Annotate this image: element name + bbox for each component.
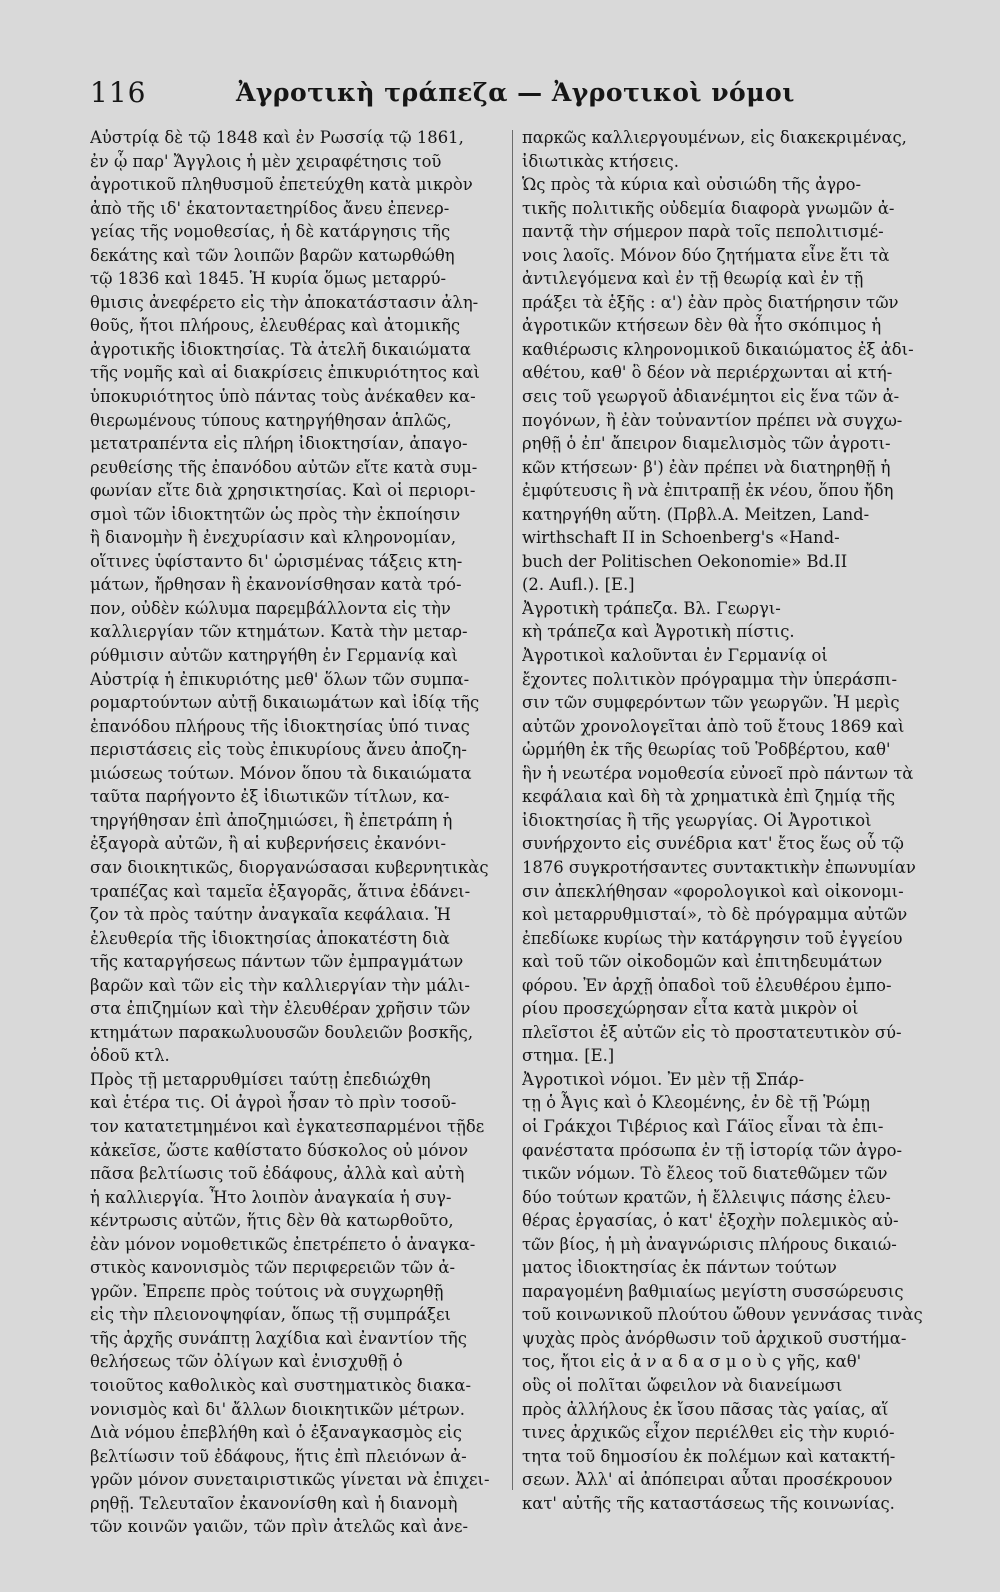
text-line: βελτίωσιν τοῦ ἐδάφους, ἥτις ἐπὶ πλειόνων ἀ-: [90, 1446, 467, 1466]
text-line: σμοὶ τῶν ἰδιοκτητῶν ὡς πρὸς τὴν ἐκποίησιν: [90, 504, 461, 524]
text-line: Αὐστρίᾳ ἡ ἐπικυριότης μεθ' ὅλων τῶν συμπα-: [90, 669, 470, 689]
text-line: (2. Aufl.). [Ε.]: [522, 575, 635, 595]
text-line: οἵτινες ὑφίσταντο δι' ὡρισμένας τάξεις κτη-: [90, 551, 463, 571]
text-line: Πρὸς τῇ μεταρρυθμίσει ταύτῃ ἐπεδιώχθη: [90, 1069, 431, 1089]
text-line: θιερωμένους τύπους κατηργήθησαν ἁπλῶς,: [90, 410, 452, 430]
text-line: ἐπεδίωκε κυρίως τὴν κατάργησιν τοῦ ἐγγείου: [522, 928, 903, 948]
text-line: στικὸς κανονισμὸς τῶν περιφερειῶν τῶν ἀ-: [90, 1258, 456, 1278]
text-line: νονισμὸς καὶ δι' ἄλλων διοικητικῶν μέτρων.: [90, 1399, 465, 1419]
text-line: τῶν κοινῶν γαιῶν, τῶν πρὶν ἀτελῶς καὶ ἀνε-: [90, 1517, 469, 1537]
text-line: Ὡς πρὸς τὰ κύρια καὶ οὐσιώδη τῆς ἀγρο-: [522, 175, 862, 195]
text-line: βαρῶν καὶ τῶν εἰς τὴν καλλιεργίαν τὴν μάλι-: [90, 975, 470, 995]
text-line: φωνίαν εἴτε διὰ χρησικτησίας. Καὶ οἱ περιορι-: [90, 481, 476, 501]
text-line: ἐλευθερία τῆς ἰδιοκτησίας ἀποκατέστη διὰ: [90, 928, 450, 948]
text-line: ἐπανόδου πλήρους τῆς ἰδιοκτησίας ὑπό τινας: [90, 716, 470, 736]
text-line: ὑποκυριότητος ὑπὸ πάντας τοὺς ἀνέκαθεν κα-: [90, 387, 476, 407]
text-line: πᾶσα βελτίωσις τοῦ ἐδάφους, ἀλλὰ καὶ αὐτὴ: [90, 1164, 465, 1184]
text-line: ἐμφύτευσις ἢ νὰ ἐπιτραπῇ ἐκ νέου, ὅπου ἤδη: [522, 481, 894, 501]
text-line: τινες ἀρχικῶς εἶχον περιέλθει εἰς τὴν κυριό-: [522, 1423, 895, 1443]
text-line: τοῦ κοινωνικοῦ πλούτου ὤθουν γεννάσας τινὰς: [522, 1305, 923, 1325]
text-line: δύο τούτων κρατῶν, ἡ ἔλλειψις πάσης ἐλευ-: [522, 1187, 891, 1207]
text-line: κὴ τράπεζα καὶ Ἀγροτικὴ πίστις.: [522, 622, 795, 642]
page-header: [86, 76, 946, 116]
text-line: κατηργήθη αὕτη. (Πρβλ.Α. Meitzen, Land-: [522, 504, 870, 524]
text-line: μάτων, ἤρθησαν ἢ ἐκανονίσθησαν κατὰ τρό-: [90, 575, 462, 595]
page-number: 116: [90, 76, 147, 109]
text-line: σεων. Ἀλλ' αἱ ἀπόπειραι αὗται προσέκρουον: [522, 1470, 893, 1490]
text-line: ρευθείσης τῆς ἐπανόδου αὐτῶν εἴτε κατὰ συμ-: [90, 457, 478, 477]
text-line: παντᾷ τὴν σήμερον παρὰ τοῖς πεπολιτισμέ-: [522, 222, 884, 242]
text-line: πράξει τὰ ἑξῆς : α') ἐὰν πρὸς διατήρησιν τῶν: [522, 292, 899, 312]
text-line: ἀντιλεγόμενα καὶ ἐν τῇ θεωρίᾳ καὶ ἐν τῇ: [522, 269, 864, 289]
text-line: συνήρχοντο εἰς συνέδρια κατ' ἔτος ἕως οὗ τῷ: [522, 834, 904, 854]
text-line: νοις λαοῖς. Μόνον δύο ζητήματα εἶνε ἔτι τὰ: [522, 245, 890, 265]
text-line: αθέτου, καθ' ὃ δέον νὰ περιέρχωνται αἱ κτή-: [522, 363, 893, 383]
right-text-column: [522, 126, 940, 1515]
text-line: τῆς νομῆς καὶ αἱ διακρίσεις ἐπικυριότητος καὶ: [90, 363, 480, 383]
text-line: τοιοῦτος καθολικὸς καὶ συστηματικὸς διακα-: [90, 1375, 471, 1395]
text-line: πογόνων, ἢ ἐὰν τοὐναντίον πρέπει νὰ συγχω-: [522, 410, 903, 430]
text-line: κοὶ μεταρρυθμισταί», τὸ δὲ πρόγραμμα αὐτῶν: [522, 905, 908, 925]
text-line: ἣν ἡ νεωτέρα νομοθεσία εὐνοεῖ πρὸ πάντων τὰ: [522, 763, 914, 783]
text-line: οὓς οἱ πολῖται ὤφειλον νὰ διανείμωσι: [522, 1375, 843, 1395]
text-line: ἐὰν μόνον νομοθετικῶς ἐπετρέπετο ὁ ἀναγκα-: [90, 1234, 476, 1254]
text-line: καθιέρωσις κληρονομικοῦ δικαιώματος ἐξ ἀδι-: [522, 339, 914, 359]
text-line: θελήσεως τῶν ὀλίγων καὶ ἐνισχυθῇ ὁ: [90, 1352, 403, 1372]
text-line: καλλιεργίαν τῶν κτημάτων. Κατὰ τὴν μεταρ-: [90, 622, 468, 642]
text-line: wirthschaft II in Schoenberg's «Hand-: [522, 528, 840, 548]
text-line: ἡ καλλιεργία. Ἦτο λοιπὸν ἀναγκαία ἡ συγ-: [90, 1187, 452, 1207]
text-line: ἀγροτικῆς ἰδιοκτησίας. Τὰ ἀτελῆ δικαιώματα: [90, 339, 471, 359]
text-line: πον, οὐδὲν κώλυμα παρεμβάλλοντα εἰς τὴν: [90, 598, 451, 618]
text-line: σιν ἀπεκλήθησαν «φορολογικοὶ καὶ οἰκονομι-: [522, 881, 904, 901]
text-line: ἔχοντες πολιτικὸν πρόγραμμα τὴν ὑπεράσπι-: [522, 669, 898, 689]
text-line: ρηθῇ ὁ ἐπ' ἄπειρον διαμελισμὸς τῶν ἀγροτι-: [522, 434, 891, 454]
text-line: ἐξαγορὰ αὐτῶν, ἢ αἱ κυβερνήσεις ἐκανόνι-: [90, 834, 447, 854]
text-line: στημα. [Ε.]: [522, 1046, 615, 1066]
text-line: τικῆς πολιτικῆς οὐδεμία διαφορὰ γνωμῶν ἀ-: [522, 198, 895, 218]
text-line: ἰδιωτικὰς κτήσεις.: [522, 151, 679, 171]
column-divider: [512, 130, 513, 1490]
text-line: ἰδιοκτησίας ἢ τῆς γεωργίας. Οἱ Ἀγροτικοὶ: [522, 810, 872, 830]
text-line: ρύθμισιν αὐτῶν κατηργήθη ἐν Γερμανίᾳ καὶ: [90, 646, 458, 666]
left-text-column: [90, 126, 505, 1539]
text-line: ὡρμήθη ἐκ τῆς θεωρίας τοῦ Ῥοδβέρτου, καθ': [522, 740, 891, 760]
text-line: τητα τοῦ δημοσίου ἐκ πολέμων καὶ κατακτή-: [522, 1446, 896, 1466]
text-line: buch der Politischen Oekonomie» Bd.II: [522, 551, 848, 571]
text-line: γείας τῆς νομοθεσίας, ἡ δὲ κατάργησις τῆς: [90, 222, 451, 242]
text-line: σεις τοῦ γεωργοῦ ἀδιανέμητοι εἰς ἕνα τῶν ἀ-: [522, 387, 900, 407]
text-line: ζον τὰ πρὸς ταύτην ἀναγκαῖα κεφάλαια. Ἡ: [90, 905, 451, 925]
text-line: πλεῖστοι ἐξ αὐτῶν εἰς τὸ προστατευτικὸν σύ-: [522, 1022, 902, 1042]
text-line: τηργήθησαν ἐπὶ ἀποζημιώσει, ἢ ἐπετράπη ἡ: [90, 810, 453, 830]
text-line: ρίου προσεχώρησαν εἶτα κατὰ μικρὸν οἱ: [522, 999, 859, 1019]
text-line: 1876 συγκροτήσαντες συντακτικὴν ἐπωνυμίαν: [522, 857, 916, 877]
text-line: τῃ ὁ Ἆγις καὶ ὁ Κλεομένης, ἐν δὲ τῇ Ῥώμῃ: [522, 1093, 870, 1113]
text-line: ἀγροτικῶν κτήσεων δὲν θὰ ἦτο σκόπιμος ἡ: [522, 316, 882, 336]
text-line: εἰς τὴν πλειονοψηφίαν, ὅπως τῇ συμπράξει: [90, 1305, 451, 1325]
text-line: ἀπὸ τῆς ιδ' ἑκατονταετηρίδος ἄνευ ἐπενερ-: [90, 198, 450, 218]
text-line: κατ' αὐτῆς τῆς καταστάσεως τῆς κοινωνίας.: [522, 1493, 895, 1513]
text-line: τον κατατετμημένοι καὶ ἐγκατεσπαρμένοι τῇδε: [90, 1116, 485, 1136]
text-line: Διὰ νόμου ἐπεβλήθη καὶ ὁ ἐξαναγκασμὸς εἰς: [90, 1423, 462, 1443]
text-line: ἐν ᾧ παρ' Ἄγγλοις ἡ μὲν χειραφέτησις τοῦ: [90, 151, 442, 171]
text-line: αὐτῶν χρονολογεῖται ἀπὸ τοῦ ἔτους 1869 καὶ: [522, 716, 905, 736]
text-line: ἀγροτικοῦ πληθυσμοῦ ἐπετεύχθη κατὰ μικρὸν: [90, 175, 473, 195]
text-line: δεκάτης καὶ τῶν λοιπῶν βαρῶν κατωρθώθη: [90, 245, 455, 265]
text-line: σαν διοικητικῶς, διοργανώσασαι κυβερνητικὰς: [90, 857, 489, 877]
text-line: σιν τῶν συμφερόντων τῶν γεωργῶν. Ἡ μερὶς: [522, 693, 900, 713]
text-line: τῆς ἀρχῆς συνάπτῃ λαχίδια καὶ ἐναντίον τῆς: [90, 1328, 467, 1348]
text-line: ψυχὰς πρὸς ἀνόρθωσιν τοῦ ἀρχικοῦ συστήμα-: [522, 1328, 907, 1348]
text-line: ταῦτα παρήγοντο ἐξ ἰδιωτικῶν τίτλων, κα-: [90, 787, 450, 807]
text-line: Αὐστρίᾳ δὲ τῷ 1848 καὶ ἐν Ρωσσίᾳ τῷ 1861,: [90, 128, 464, 147]
text-line: κἀκεῖσε, ὥστε καθίστατο δύσκολος οὐ μόνον: [90, 1140, 469, 1160]
text-line: οἱ Γράκχοι Τιβέριος καὶ Γάϊος εἶναι τὰ ἐπι-: [522, 1116, 884, 1136]
text-line: Ἀγροτικὴ τράπεζα. Βλ. Γεωργι-: [522, 598, 781, 618]
text-line: θέρας ἐργασίας, ὁ κατ' ἐξοχὴν πολεμικὸς αὐ-: [522, 1211, 899, 1231]
running-title: Ἀγροτικὴ τράπεζα — Ἀγροτικοὶ νόμοι: [236, 78, 795, 107]
text-line: περιστάσεις εἰς τοὺς ἐπικυρίους ἄνευ ἀποζη-: [90, 740, 467, 760]
text-line: καὶ τοῦ τῶν οἰκοδομῶν καὶ ἐπιτηδευμάτων: [522, 952, 883, 972]
text-line: τος, ἤτοι εἰς ἀ ν α δ α σ μ ο ὺ ς γῆς, καθ': [522, 1352, 862, 1372]
text-line: μιώσεως τούτων. Μόνον ὅπου τὰ δικαιώματα: [90, 763, 472, 783]
text-line: πρὸς ἀλλήλους ἐκ ἴσου πᾶσας τὰς γαίας, αἵ: [522, 1399, 889, 1419]
text-line: Ἀγροτικοὶ νόμοι. Ἐν μὲν τῇ Σπάρ-: [522, 1069, 805, 1089]
text-line: τραπέζας καὶ ταμεῖα ἐξαγορᾶς, ἅτινα ἐδάνει-: [90, 881, 471, 901]
text-line: φανέστατα πρόσωπα ἐν τῇ ἱστορίᾳ τῶν ἀγρο-: [522, 1140, 903, 1160]
text-line: ἢ διανομὴν ἢ ἐνεχυρίασιν καὶ κληρονομίαν,: [90, 528, 457, 548]
text-line: μετατραπέντα εἰς πλήρη ἰδιοκτησίαν, ἀπαγο-: [90, 434, 468, 454]
text-line: ρομαρτούντων αὐτῇ δικαιωμάτων καὶ ἰδίᾳ τῆς: [90, 693, 480, 713]
text-line: παραγομένη βαθμιαίως μεγίστη συσσώρευσις: [522, 1281, 904, 1301]
text-line: ρηθῇ. Τελευταῖον ἐκανονίσθη καὶ ἡ διανομὴ: [90, 1493, 458, 1513]
text-line: φόρου. Ἐν ἀρχῇ ὀπαδοὶ τοῦ ἐλευθέρου ἐμπο-: [522, 975, 892, 995]
text-line: ὁδοῦ κτλ.: [90, 1046, 170, 1066]
text-line: θμισις ἀνεφέρετο εἰς τὴν ἀποκατάστασιν ἀλη-: [90, 292, 479, 312]
text-line: γρῶν. Ἐπρεπε πρὸς τούτοις νὰ συγχωρηθῇ: [90, 1281, 444, 1301]
text-line: τικῶν νόμων. Τὸ ἔλεος τοῦ διατεθῶμεν τῶν: [522, 1164, 888, 1184]
text-line: ματος ἰδιοκτησίας ἐκ πάντων τούτων: [522, 1258, 837, 1278]
text-line: τῶν βίος, ἡ μὴ ἀναγνώρισις πλήρους δικαιώ-: [522, 1234, 897, 1254]
text-line: παρκῶς καλλιεργουμένων, εἰς διακεκριμένας,: [522, 128, 907, 147]
text-line: Ἀγροτικοὶ καλοῦνται ἐν Γερμανίᾳ οἱ: [522, 646, 828, 666]
text-line: τῆς καταργήσεως πάντων τῶν ἐμπραγμάτων: [90, 952, 464, 972]
text-line: καὶ ἑτέρα τις. Οἱ ἀγροὶ ἦσαν τὸ πρὶν τοσοῦ-: [90, 1093, 457, 1113]
text-line: κῶν κτήσεων· β') ἐὰν πρέπει νὰ διατηρηθῇ ἡ: [522, 457, 891, 477]
text-line: στα ἐπιζημίων καὶ τὴν ἐλευθέραν χρῆσιν τῶν: [90, 999, 471, 1019]
text-line: γρῶν μόνον συνεταιριστικῶς γίνεται νὰ ἐπιχει-: [90, 1470, 490, 1490]
text-line: κτημάτων παρακωλυουσῶν δουλειῶν βοσκῆς,: [90, 1022, 474, 1042]
text-line: κέντρωσις αὐτῶν, ἥτις δὲν θὰ κατωρθοῦτο,: [90, 1211, 454, 1231]
text-line: κεφάλαια καὶ δὴ τὰ χρηματικὰ ἐπὶ ζημίᾳ τῆς: [522, 787, 896, 807]
text-line: τῷ 1836 καὶ 1845. Ἡ κυρία ὅμως μεταρρύ-: [90, 269, 447, 289]
text-line: θοῦς, ἤτοι πλήρους, ἐλευθέρας καὶ ἀτομικῆς: [90, 316, 461, 336]
